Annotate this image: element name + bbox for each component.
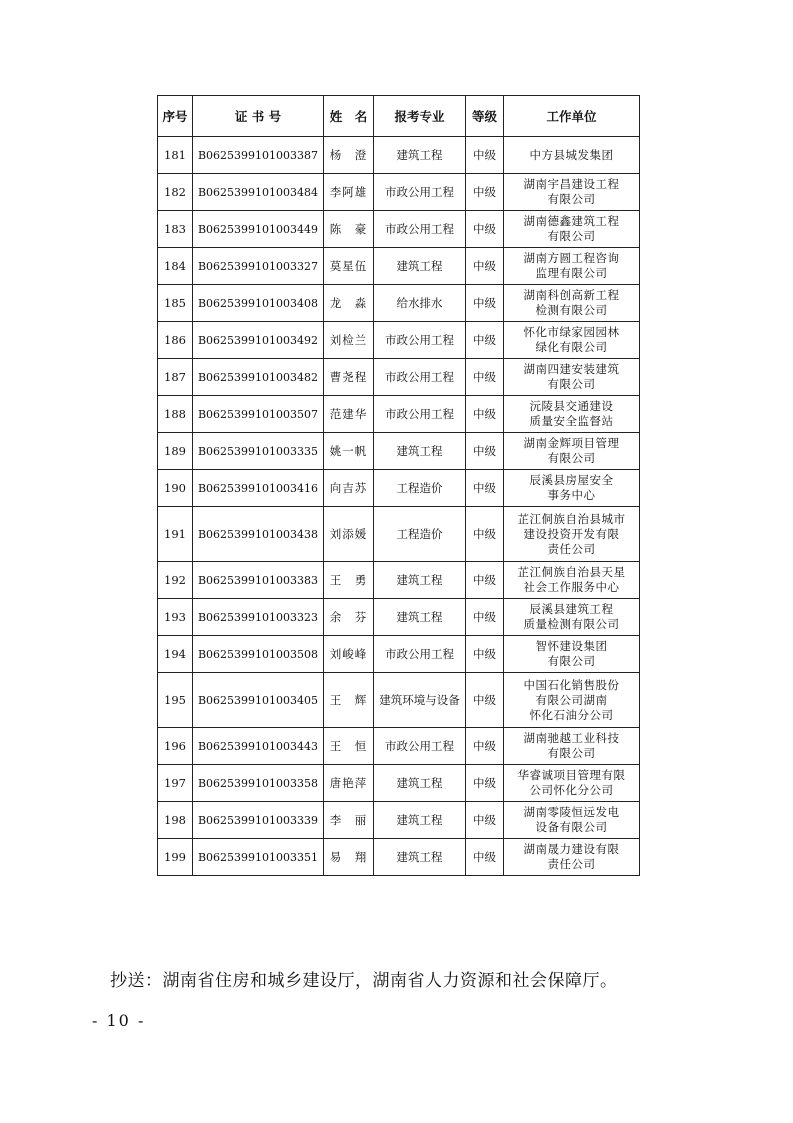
cell-name: 曹尧程 <box>324 359 374 396</box>
cell-index: 195 <box>158 673 193 728</box>
cell-work-unit: 中方县城发集团 <box>504 137 640 174</box>
cell-cert-number: B0625399101003449 <box>193 211 324 248</box>
cell-name: 余 芬 <box>324 599 374 636</box>
page-number: - 10 - <box>92 1011 146 1030</box>
cell-name: 王 辉 <box>324 673 374 728</box>
cell-major: 建筑工程 <box>374 802 466 839</box>
cell-index: 183 <box>158 211 193 248</box>
header-major: 报考专业 <box>374 96 466 137</box>
table-row <box>158 322 640 359</box>
cell-cert-number: B0625399101003383 <box>193 562 324 599</box>
cell-name: 莫星伍 <box>324 248 374 285</box>
cell-cert-number: B0625399101003387 <box>193 137 324 174</box>
cell-level: 中级 <box>466 174 504 211</box>
table-row <box>158 137 640 174</box>
cell-work-unit: 湖南四建安装建筑 有限公司 <box>504 359 640 396</box>
table-row <box>158 673 640 728</box>
cell-work-unit: 湖南零陵恒远发电 设备有限公司 <box>504 802 640 839</box>
cell-level: 中级 <box>466 765 504 802</box>
table-row <box>158 396 640 433</box>
table-header-row <box>158 96 640 137</box>
cell-cert-number: B0625399101003358 <box>193 765 324 802</box>
table-row <box>158 599 640 636</box>
cell-work-unit: 中国石化销售股份 有限公司湖南 怀化石油分公司 <box>504 673 640 728</box>
cell-work-unit: 华睿诚项目管理有限 公司怀化分公司 <box>504 765 640 802</box>
cell-name: 易 翔 <box>324 839 374 876</box>
cell-work-unit: 芷江侗族自治县城市 建设投资开发有限 责任公司 <box>504 507 640 562</box>
cell-cert-number: B0625399101003492 <box>193 322 324 359</box>
cell-index: 184 <box>158 248 193 285</box>
header-cert-number: 证 书 号 <box>193 96 324 137</box>
cell-cert-number: B0625399101003327 <box>193 248 324 285</box>
cell-name: 龙 淼 <box>324 285 374 322</box>
cell-cert-number: B0625399101003507 <box>193 396 324 433</box>
cell-name: 陈 豪 <box>324 211 374 248</box>
cell-index: 188 <box>158 396 193 433</box>
table-row <box>158 839 640 876</box>
cell-name: 唐艳萍 <box>324 765 374 802</box>
table-row <box>158 802 640 839</box>
cell-name: 李阿雄 <box>324 174 374 211</box>
cc-line: 抄送：湖南省住房和城乡建设厅，湖南省人力资源和社会保障厅。 <box>110 971 618 991</box>
cell-cert-number: B0625399101003484 <box>193 174 324 211</box>
cell-cert-number: B0625399101003351 <box>193 839 324 876</box>
cell-cert-number: B0625399101003508 <box>193 636 324 673</box>
cell-major: 市政公用工程 <box>374 359 466 396</box>
cell-name: 王 勇 <box>324 562 374 599</box>
cell-index: 198 <box>158 802 193 839</box>
cell-name: 杨 澄 <box>324 137 374 174</box>
table-row <box>158 636 640 673</box>
cell-major: 市政公用工程 <box>374 396 466 433</box>
cell-major: 市政公用工程 <box>374 636 466 673</box>
cell-cert-number: B0625399101003408 <box>193 285 324 322</box>
cell-name: 刘检兰 <box>324 322 374 359</box>
cell-work-unit: 怀化市绿家园园林 绿化有限公司 <box>504 322 640 359</box>
cell-index: 181 <box>158 137 193 174</box>
header-work-unit: 工作单位 <box>504 96 640 137</box>
cell-cert-number: B0625399101003416 <box>193 470 324 507</box>
cell-work-unit: 辰溪县房屋安全 事务中心 <box>504 470 640 507</box>
cell-work-unit: 湖南德鑫建筑工程 有限公司 <box>504 211 640 248</box>
cell-name: 向吉苏 <box>324 470 374 507</box>
cell-index: 190 <box>158 470 193 507</box>
header-level: 等级 <box>466 96 504 137</box>
cell-level: 中级 <box>466 802 504 839</box>
cell-major: 市政公用工程 <box>374 174 466 211</box>
table-row <box>158 211 640 248</box>
cell-work-unit: 湖南金辉项目管理 有限公司 <box>504 433 640 470</box>
cell-level: 中级 <box>466 396 504 433</box>
cell-level: 中级 <box>466 433 504 470</box>
cell-index: 182 <box>158 174 193 211</box>
table-row <box>158 728 640 765</box>
cell-name: 姚一帆 <box>324 433 374 470</box>
cell-name: 刘峻峰 <box>324 636 374 673</box>
table-body <box>158 137 640 876</box>
table-row <box>158 174 640 211</box>
cell-level: 中级 <box>466 470 504 507</box>
cell-name: 范建华 <box>324 396 374 433</box>
cell-major: 建筑工程 <box>374 433 466 470</box>
cell-cert-number: B0625399101003443 <box>193 728 324 765</box>
cell-major: 工程造价 <box>374 507 466 562</box>
cell-level: 中级 <box>466 285 504 322</box>
table-row <box>158 562 640 599</box>
cell-level: 中级 <box>466 562 504 599</box>
cell-work-unit: 湖南驰越工业科技 有限公司 <box>504 728 640 765</box>
table-row <box>158 248 640 285</box>
cell-index: 199 <box>158 839 193 876</box>
cell-major: 市政公用工程 <box>374 211 466 248</box>
certificate-table <box>157 95 640 876</box>
cell-cert-number: B0625399101003335 <box>193 433 324 470</box>
cell-major: 建筑工程 <box>374 599 466 636</box>
cell-index: 189 <box>158 433 193 470</box>
cell-index: 194 <box>158 636 193 673</box>
table-row <box>158 433 640 470</box>
cell-level: 中级 <box>466 137 504 174</box>
cell-major: 市政公用工程 <box>374 728 466 765</box>
cell-name: 王 恒 <box>324 728 374 765</box>
cell-work-unit: 湖南方圆工程咨询 监理有限公司 <box>504 248 640 285</box>
cell-index: 185 <box>158 285 193 322</box>
header-name: 姓 名 <box>324 96 374 137</box>
cell-level: 中级 <box>466 728 504 765</box>
cell-cert-number: B0625399101003482 <box>193 359 324 396</box>
cell-cert-number: B0625399101003339 <box>193 802 324 839</box>
cell-level: 中级 <box>466 673 504 728</box>
cell-index: 193 <box>158 599 193 636</box>
header-index: 序号 <box>158 96 193 137</box>
cell-work-unit: 湖南宇昌建设工程 有限公司 <box>504 174 640 211</box>
cell-work-unit: 辰溪县建筑工程 质量检测有限公司 <box>504 599 640 636</box>
table-row <box>158 359 640 396</box>
cell-major: 工程造价 <box>374 470 466 507</box>
cell-work-unit: 湖南晟力建设有限 责任公司 <box>504 839 640 876</box>
cell-level: 中级 <box>466 359 504 396</box>
cell-name: 李 丽 <box>324 802 374 839</box>
cell-cert-number: B0625399101003405 <box>193 673 324 728</box>
cell-index: 197 <box>158 765 193 802</box>
cell-cert-number: B0625399101003323 <box>193 599 324 636</box>
cell-major: 建筑工程 <box>374 765 466 802</box>
table-row <box>158 507 640 562</box>
cell-level: 中级 <box>466 322 504 359</box>
cell-level: 中级 <box>466 599 504 636</box>
cell-index: 187 <box>158 359 193 396</box>
table-row <box>158 285 640 322</box>
cell-index: 191 <box>158 507 193 562</box>
cell-index: 192 <box>158 562 193 599</box>
cell-work-unit: 智怀建设集团 有限公司 <box>504 636 640 673</box>
table-row <box>158 765 640 802</box>
cell-index: 186 <box>158 322 193 359</box>
cell-work-unit: 沅陵县交通建设 质量安全监督站 <box>504 396 640 433</box>
cell-name: 刘添媛 <box>324 507 374 562</box>
cell-major: 建筑环境与设备 <box>374 673 466 728</box>
table-row <box>158 470 640 507</box>
cell-cert-number: B0625399101003438 <box>193 507 324 562</box>
cell-work-unit: 芷江侗族自治县天星 社会工作服务中心 <box>504 562 640 599</box>
cell-level: 中级 <box>466 636 504 673</box>
cell-level: 中级 <box>466 507 504 562</box>
cell-major: 建筑工程 <box>374 137 466 174</box>
cell-major: 给水排水 <box>374 285 466 322</box>
cell-major: 建筑工程 <box>374 248 466 285</box>
cell-level: 中级 <box>466 248 504 285</box>
cell-major: 建筑工程 <box>374 562 466 599</box>
cell-major: 建筑工程 <box>374 839 466 876</box>
cell-major: 市政公用工程 <box>374 322 466 359</box>
cell-work-unit: 湖南科创高新工程 检测有限公司 <box>504 285 640 322</box>
cell-level: 中级 <box>466 211 504 248</box>
cell-index: 196 <box>158 728 193 765</box>
cell-level: 中级 <box>466 839 504 876</box>
